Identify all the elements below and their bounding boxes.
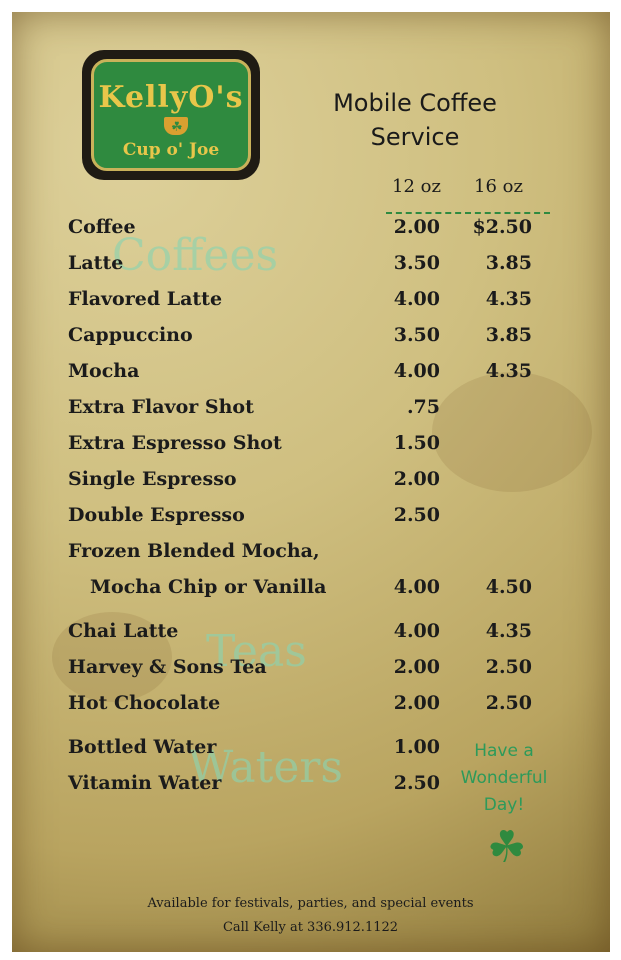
logo-subtitle: Cup o' Joe (122, 140, 220, 160)
price-12oz: 2.00 (393, 468, 440, 490)
logo-inner (91, 59, 251, 171)
price-12oz: 2.50 (393, 772, 440, 794)
price-12oz: 4.00 (393, 620, 440, 642)
column-header-16oz: 16 oz (474, 176, 523, 197)
menu-item-name: Extra Espresso Shot (68, 432, 282, 454)
footer-availability: Available for festivals, parties, and special events (147, 896, 474, 911)
shamrock-icon: ☘ (171, 120, 183, 135)
price-12oz: 1.50 (393, 432, 440, 454)
menu-item-name: Latte (68, 252, 124, 274)
menu-item-name: Frozen Blended Mocha, (68, 540, 320, 562)
price-16oz: $2.50 (472, 216, 532, 238)
greeting-line: Have a (474, 741, 534, 761)
price-16oz: 2.50 (485, 656, 532, 678)
greeting-line: Day! (483, 795, 525, 815)
price-12oz: .75 (406, 396, 440, 418)
shamrock-icon: ☘ (487, 822, 527, 873)
price-16oz: 4.35 (485, 620, 532, 642)
menu-item-name: Coffee (68, 216, 136, 238)
section-watermark-teas: Teas (206, 626, 307, 677)
section-watermark-coffees: Coffees (112, 230, 279, 281)
price-16oz: 4.50 (485, 576, 532, 598)
price-12oz: 4.00 (393, 576, 440, 598)
price-12oz: 3.50 (393, 324, 440, 346)
price-12oz: 4.00 (393, 288, 440, 310)
price-12oz: 2.50 (393, 504, 440, 526)
menu-heading (310, 86, 520, 154)
heading-line: Mobile Coffee (333, 89, 497, 117)
price-16oz: 2.50 (485, 692, 532, 714)
menu-item-name: Vitamin Water (68, 772, 222, 794)
menu-item-name: Double Espresso (68, 504, 245, 526)
price-16oz: 4.35 (485, 288, 532, 310)
greeting-message (454, 738, 554, 819)
price-12oz: 2.00 (393, 692, 440, 714)
paper-stain (432, 372, 592, 492)
price-12oz: 3.50 (393, 252, 440, 274)
price-12oz: 2.00 (393, 216, 440, 238)
menu-item-name: Mocha (68, 360, 140, 382)
logo-title: KellyO's (98, 80, 244, 115)
price-16oz: 4.35 (485, 360, 532, 382)
logo-badge (82, 50, 260, 180)
price-12oz: 4.00 (393, 360, 440, 382)
menu-item-name: Hot Chocolate (68, 692, 221, 714)
menu-item-name: Cappuccino (68, 324, 193, 346)
header-divider (386, 212, 550, 214)
menu-item-name: Chai Latte (68, 620, 179, 642)
price-12oz: 2.00 (393, 656, 440, 678)
greeting-line: Wonderful (460, 768, 548, 788)
menu-item-name: Extra Flavor Shot (68, 396, 254, 418)
price-12oz: 1.00 (393, 736, 440, 758)
section-watermark-waters: Waters (188, 742, 343, 793)
menu-item-name: Mocha Chip or Vanilla (90, 576, 327, 598)
menu-item-name: Harvey & Sons Tea (68, 656, 267, 678)
footer-contact: Call Kelly at 336.912.1122 (222, 920, 399, 935)
menu-item-name: Bottled Water (68, 736, 217, 758)
heading-line: Service (370, 123, 460, 151)
menu-item-name: Single Espresso (68, 468, 237, 490)
price-16oz: 3.85 (485, 324, 532, 346)
column-header-12oz: 12 oz (392, 176, 441, 197)
menu-item-name: Flavored Latte (68, 288, 223, 310)
price-16oz: 3.85 (485, 252, 532, 274)
